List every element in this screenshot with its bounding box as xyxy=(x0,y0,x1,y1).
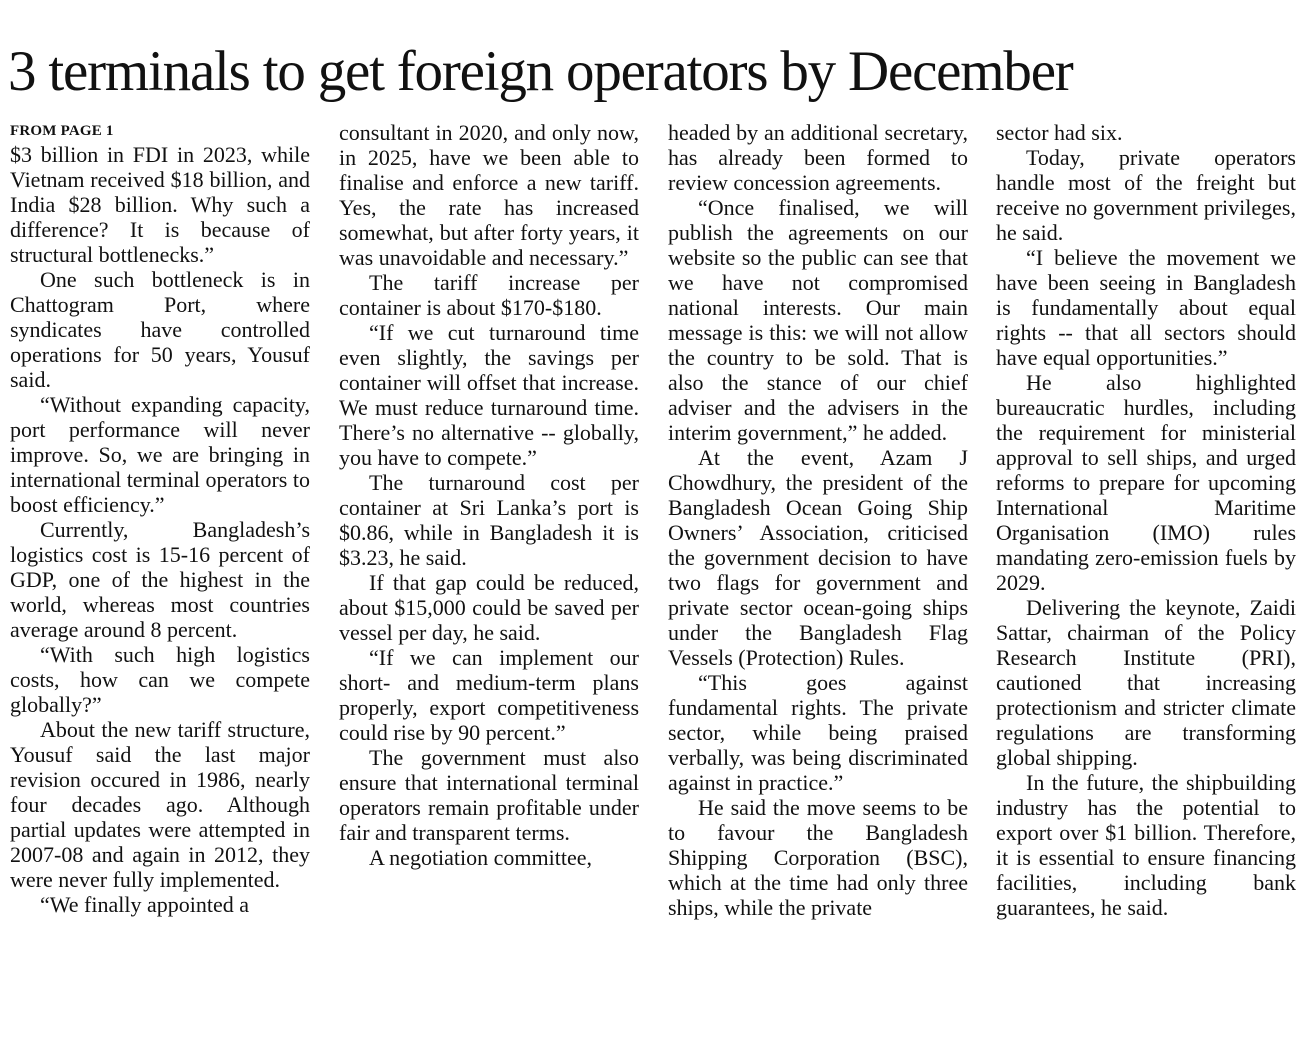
paragraph: “Without expanding capacity, port performance will never improve. So, we are bringing in international terminal operators to boost efficiency.” xyxy=(10,392,310,517)
article-body xyxy=(10,120,1296,1056)
paragraph: A negotiation committee, xyxy=(369,845,593,870)
paragraph: At the event, Azam J Chowdhury, the president of the Bangladesh Ocean Going Ship Owners’ Association, criticised the government decision to have two flags for government and private sector ocean-going ships under the Bangladesh Flag Vessels (Protection) Rules. xyxy=(668,445,968,670)
paragraph: “Once finalised, we will publish the agreements on our website so the public can see that we have not compromised national interests. Our main message is this: we will not allow the country to be sold. That is also the stance of our chief adviser and the advisers in the interim government,” he added. xyxy=(668,195,968,445)
paragraph: Delivering the keynote, Zaidi Sattar, chairman of the Policy Research Institute (PRI), cautioned that increasing protectionism and stricter climate regulations are transforming global shipping. xyxy=(996,595,1296,770)
paragraph: consultant in 2020, and only now, in 2025, have we been able to finalise and enforce a new tariff. Yes, the rate has increased somewhat, but after forty years, it was unavoidable and necessary.” xyxy=(339,120,639,270)
paragraph: He also highlighted bureaucratic hurdles, including the requirement for ministerial approval to sell ships, and urged reforms to prepare for upcoming International Maritime Organisation (IMO) rules mandating zero-emission fuels by 2029. xyxy=(996,370,1296,595)
paragraph: About the new tariff structure, Yousuf said the last major revision occured in 1986, nearly four decades ago. Although partial updates were attempted in 2007-08 and again in 2012, they were never fully implemented. xyxy=(10,717,310,892)
paragraph: “With such high logistics costs, how can we compete globally?” xyxy=(10,642,310,717)
paragraph: sector had six. xyxy=(996,120,1123,145)
paragraph: Currently, Bangladesh’s logistics cost is 15-16 percent of GDP, one of the highest in the world, whereas most countries average around 8 percent. xyxy=(10,517,310,642)
paragraph: The turnaround cost per container at Sri Lanka’s port is $0.86, while in Bangladesh it is $3.23, he said. xyxy=(339,470,639,570)
paragraph: The tariff increase per container is about $170-$180. xyxy=(339,270,639,320)
paragraph: Today, private operators handle most of the freight but receive no government privileges, he said. xyxy=(996,145,1296,245)
paragraph: The government must also ensure that international terminal operators remain profitable under fair and transparent terms. xyxy=(339,745,639,845)
paragraph: $3 billion in FDI in 2023, while Vietnam received $18 billion, and India $28 billion. Why such a difference? It is because of structural bottlenecks.” xyxy=(10,142,310,267)
paragraph: If that gap could be reduced, about $15,000 could be saved per vessel per day, he said. xyxy=(339,570,639,645)
paragraph: “This goes against fundamental rights. The private sector, while being praised verbally, was being discriminated against in practice.” xyxy=(668,670,968,795)
paragraph: “If we can implement our short- and medium-term plans properly, export competitiveness could rise by 90 percent.” xyxy=(339,645,639,745)
article-column-4 xyxy=(996,120,1296,1056)
paragraph: headed by an additional secretary, has already been formed to review concession agreements. xyxy=(668,120,968,195)
article-column-1 xyxy=(10,120,310,1056)
article-column-2 xyxy=(339,120,639,1056)
article-headline: 3 terminals to get foreign operators by December xyxy=(8,40,1073,103)
paragraph: One such bottleneck is in Chattogram Port, where syndicates have controlled operations for 50 years, Yousuf said. xyxy=(10,267,310,392)
paragraph: “If we cut turnaround time even slightly, the savings per container will offset that increase. We must reduce turnaround time. There’s no alternative -- globally, you have to compete.” xyxy=(339,320,639,470)
article-column-3 xyxy=(668,120,968,1056)
paragraph: “I believe the movement we have been seeing in Bangladesh is fundamentally about equal rights -- that all sectors should have equal opportunities.” xyxy=(996,245,1296,370)
paragraph: “We finally appointed a xyxy=(40,892,249,917)
continuation-label: FROM PAGE 1 xyxy=(10,123,114,139)
paragraph: In the future, the shipbuilding industry has the potential to export over $1 billion. Therefore, it is essential to ensure financing facilities, including bank guarantees, he said. xyxy=(996,770,1296,920)
paragraph: He said the move seems to be to favour the Bangladesh Shipping Corporation (BSC), which at the time had only three ships, while the private xyxy=(668,795,968,920)
